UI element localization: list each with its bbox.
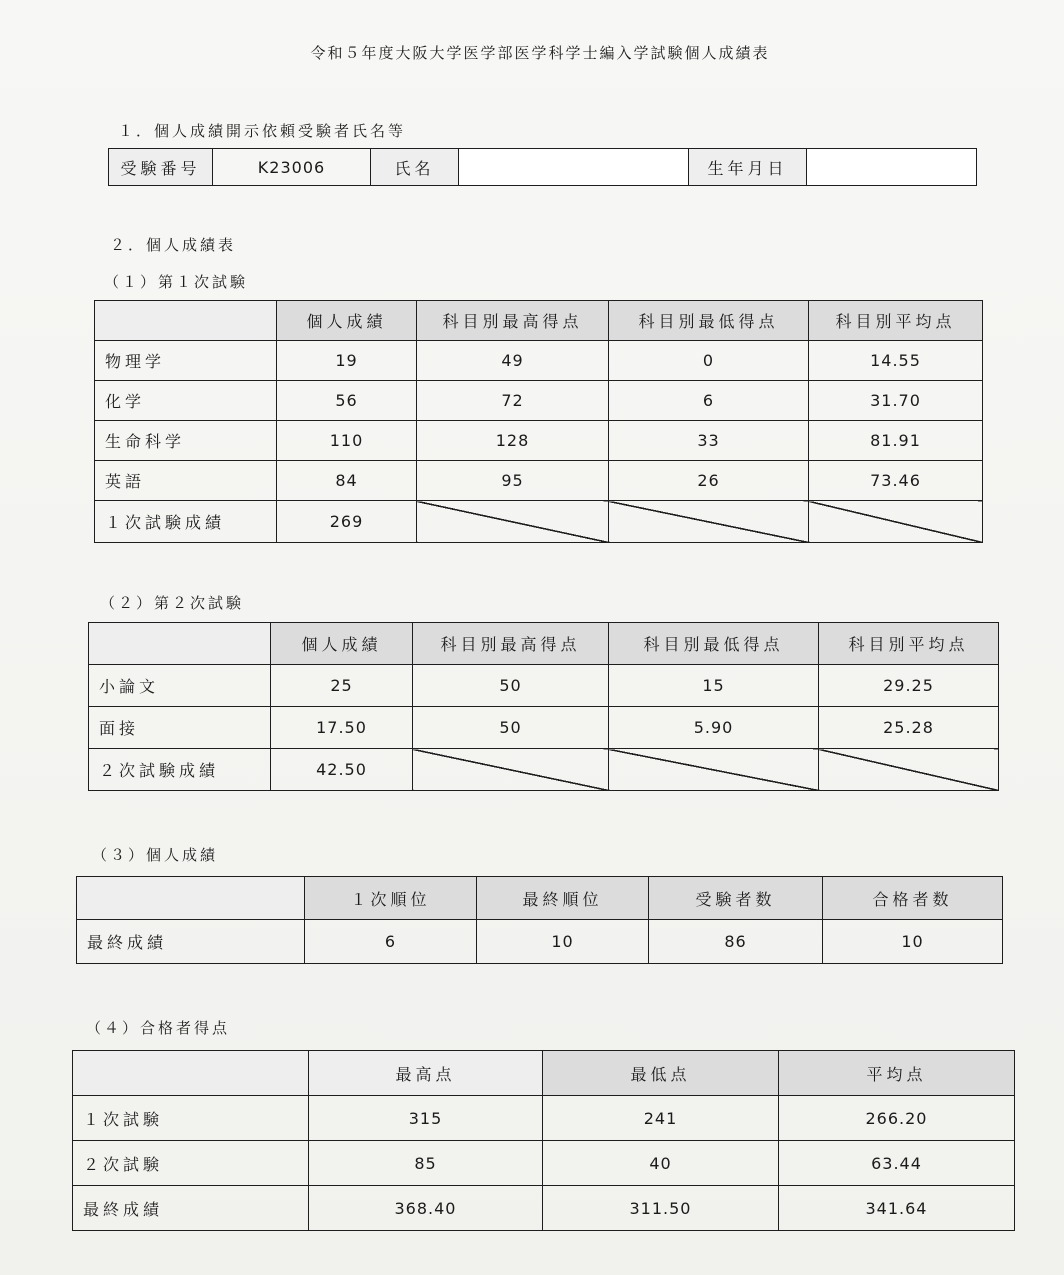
final-rank-value: 10 [477, 920, 649, 964]
score-cell: 19 [277, 341, 417, 381]
subject-label: 化学 [95, 381, 277, 421]
table-row [73, 1141, 1015, 1186]
score-cell: 84 [277, 461, 417, 501]
first-rank-value: 6 [305, 920, 477, 964]
personal-ranking-table [76, 876, 1003, 964]
diagonal-cell [413, 749, 609, 791]
avg-cell: 73.46 [809, 461, 983, 501]
table-corner [73, 1051, 309, 1096]
max-cell: 128 [417, 421, 609, 461]
avg-cell: 63.44 [779, 1141, 1015, 1186]
min-cell: 5.90 [609, 707, 819, 749]
table-row [89, 707, 999, 749]
first-exam-table [94, 300, 983, 543]
header-subject-avg: 科目別平均点 [819, 623, 999, 665]
max-cell: 368.40 [309, 1186, 543, 1231]
birth-label: 生年月日 [689, 149, 807, 186]
name-redacted [459, 149, 689, 186]
max-cell: 49 [417, 341, 609, 381]
header-subject-min: 科目別最低得点 [609, 301, 809, 341]
max-cell: 72 [417, 381, 609, 421]
passers-score-table [72, 1050, 1015, 1231]
max-cell: 315 [309, 1096, 543, 1141]
avg-cell: 14.55 [809, 341, 983, 381]
max-cell: 95 [417, 461, 609, 501]
score-cell: 25 [271, 665, 413, 707]
avg-cell: 341.64 [779, 1186, 1015, 1231]
diagonal-cell [819, 749, 999, 791]
second-exam-heading: （２）第２次試験 [100, 594, 245, 612]
exam-no-label: 受験番号 [109, 149, 213, 186]
avg-cell: 25.28 [819, 707, 999, 749]
row-label: 最終成績 [73, 1186, 309, 1231]
min-cell: 26 [609, 461, 809, 501]
table-corner [95, 301, 277, 341]
header-final-rank: 最終順位 [477, 877, 649, 920]
min-cell: 0 [609, 341, 809, 381]
passers-heading: （４）合格者得点 [86, 1019, 231, 1037]
row-label: １次試験 [73, 1096, 309, 1141]
avg-cell: 266.20 [779, 1096, 1015, 1141]
min-cell: 241 [543, 1096, 779, 1141]
section2-heading: ２．個人成績表 [110, 236, 237, 254]
personal-heading: （３）個人成績 [92, 846, 219, 864]
header-subject-min: 科目別最低得点 [609, 623, 819, 665]
subject-label: 小論文 [89, 665, 271, 707]
score-cell: 17.50 [271, 707, 413, 749]
header-examinees: 受験者数 [649, 877, 823, 920]
avg-cell: 29.25 [819, 665, 999, 707]
min-cell: 15 [609, 665, 819, 707]
min-cell: 311.50 [543, 1186, 779, 1231]
min-cell: 40 [543, 1141, 779, 1186]
table-corner [89, 623, 271, 665]
header-personal-score: 個人成績 [271, 623, 413, 665]
table-row [89, 665, 999, 707]
total-score: 269 [277, 501, 417, 543]
table-row [95, 421, 983, 461]
header-avg: 平均点 [779, 1051, 1015, 1096]
passers-value: 10 [823, 920, 1003, 964]
total-label: １次試験成績 [95, 501, 277, 543]
header-subject-max: 科目別最高得点 [417, 301, 609, 341]
header-max: 最高点 [309, 1051, 543, 1096]
total-label: ２次試験成績 [89, 749, 271, 791]
avg-cell: 31.70 [809, 381, 983, 421]
header-passers: 合格者数 [823, 877, 1003, 920]
header-first-rank: １次順位 [305, 877, 477, 920]
diagonal-cell [609, 501, 809, 543]
min-cell: 33 [609, 421, 809, 461]
document-title: 令和５年度大阪大学医学部医学科学士編入学試験個人成績表 [310, 44, 770, 62]
table-row [77, 920, 1003, 964]
subject-label: 物理学 [95, 341, 277, 381]
birth-redacted [807, 149, 977, 186]
avg-cell: 81.91 [809, 421, 983, 461]
subject-label: 面接 [89, 707, 271, 749]
row-label: 最終成績 [77, 920, 305, 964]
score-cell: 110 [277, 421, 417, 461]
subject-label: 英語 [95, 461, 277, 501]
name-label: 氏名 [371, 149, 459, 186]
second-exam-table [88, 622, 999, 791]
table-row [73, 1096, 1015, 1141]
diagonal-cell [417, 501, 609, 543]
section1-heading: １．個人成績開示依頼受験者氏名等 [118, 122, 407, 140]
row-label: ２次試験 [73, 1141, 309, 1186]
header-subject-max: 科目別最高得点 [413, 623, 609, 665]
examinees-value: 86 [649, 920, 823, 964]
table-corner [77, 877, 305, 920]
diagonal-cell [809, 501, 983, 543]
total-row [89, 749, 999, 791]
max-cell: 50 [413, 665, 609, 707]
header-min: 最低点 [543, 1051, 779, 1096]
table-row [73, 1186, 1015, 1231]
max-cell: 50 [413, 707, 609, 749]
applicant-info-table [108, 148, 977, 186]
max-cell: 85 [309, 1141, 543, 1186]
table-row [95, 461, 983, 501]
total-row [95, 501, 983, 543]
table-row [95, 381, 983, 421]
header-subject-avg: 科目別平均点 [809, 301, 983, 341]
min-cell: 6 [609, 381, 809, 421]
header-personal-score: 個人成績 [277, 301, 417, 341]
first-exam-heading: （１）第１次試験 [104, 273, 249, 291]
score-cell: 56 [277, 381, 417, 421]
exam-no-value: K23006 [213, 149, 371, 186]
table-row [95, 341, 983, 381]
subject-label: 生命科学 [95, 421, 277, 461]
diagonal-cell [609, 749, 819, 791]
total-score: 42.50 [271, 749, 413, 791]
